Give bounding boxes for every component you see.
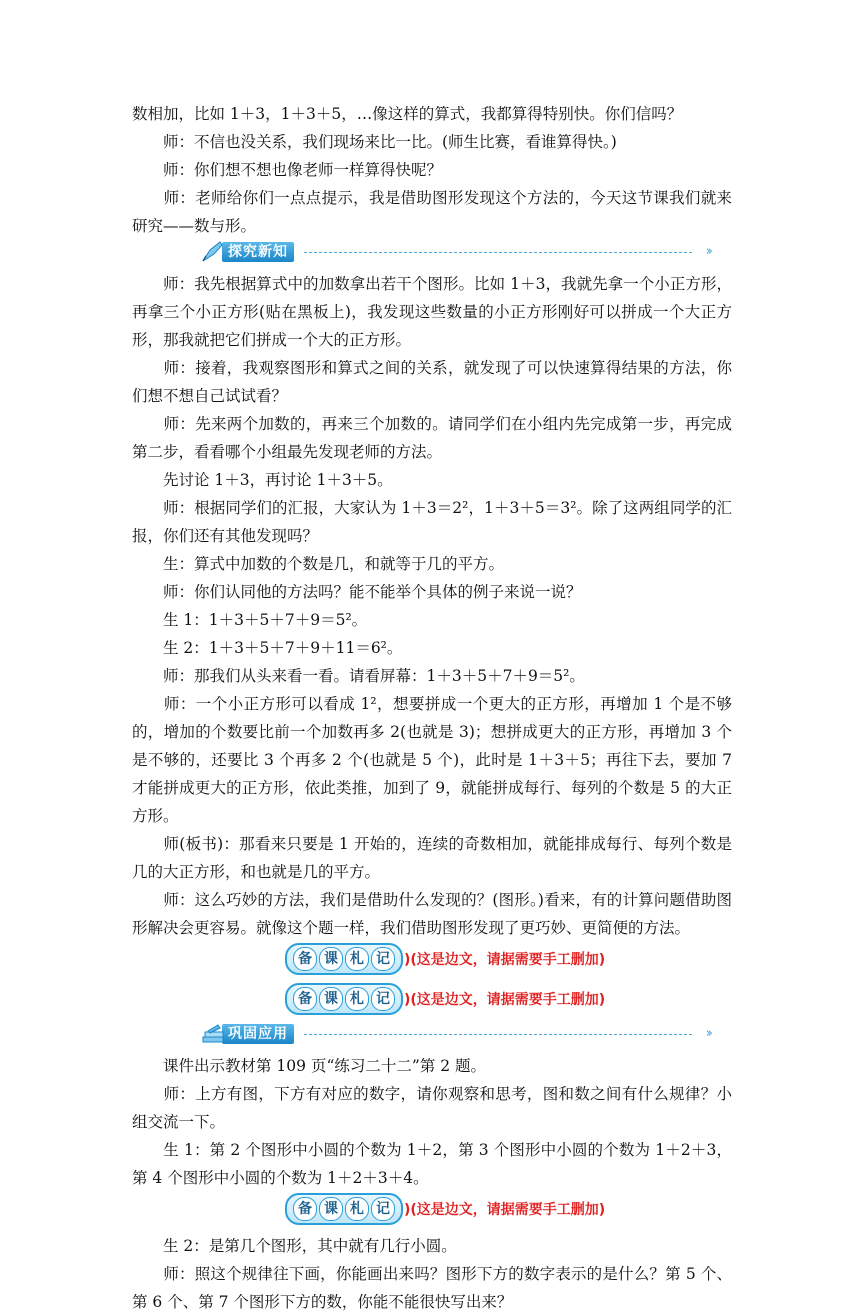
- prep-notes-badge: [285, 943, 403, 975]
- dashed-divider: [304, 252, 692, 253]
- paragraph: 先讨论 1＋3，再讨论 1＋3＋5。: [132, 471, 393, 489]
- prep-notes-label: [285, 982, 605, 1016]
- badge-char: 札: [345, 947, 369, 971]
- paragraph: 师：那我们从头来看一看。请看屏幕：1＋3＋5＋7＋9＝5²。: [132, 667, 585, 685]
- prep-notes-label: [285, 1192, 605, 1226]
- double-chevron-icon: ››: [705, 1026, 710, 1041]
- badge-char: 备: [293, 987, 317, 1011]
- paragraph: 生：算式中加数的个数是几，和就等于几的平方。: [132, 555, 505, 573]
- paragraph: 师：根据同学们的汇报，大家认为 1＋3＝2²，1＋3＋5＝3²。除了这两组同学的汇报，你们还有其他发现吗？: [132, 499, 732, 545]
- books-icon: [200, 1022, 226, 1046]
- badge-char: 课: [319, 947, 343, 971]
- paragraph: 师：我先根据算式中的加数拿出若干个图形。比如 1＋3，我就先拿一个小正方形，再拿三个小正方形(贴在黑板上)，我发现这些数量的小正方形刚好可以拼成一个大正方形，那我就把它们拼成一个大的正方形。: [132, 275, 732, 349]
- section-header-apply: [200, 1022, 710, 1046]
- badge-char: 记: [371, 947, 395, 971]
- paragraph: 生 1：第 2 个图形中小圆的个数为 1＋2，第 3 个图形中小圆的个数为 1＋2＋3，第 4 个图形中小圆的个数为 1＋2＋3＋4。: [132, 1141, 732, 1187]
- badge-char: 课: [319, 1197, 343, 1221]
- section-title: 探究新知: [222, 242, 294, 262]
- section-header-explore: [200, 240, 710, 264]
- paragraph: 数相加，比如 1＋3，1＋3＋5，…像这样的算式，我都算得特别快。你们信吗？: [132, 105, 683, 123]
- margin-note-remark: )(这是边文，请据需要手工删加): [404, 1202, 606, 1218]
- feather-pen-icon: [200, 240, 226, 264]
- prep-notes-badge: [285, 1193, 403, 1225]
- badge-char: 课: [319, 987, 343, 1011]
- badge-char: 札: [345, 987, 369, 1011]
- paragraph: 师：上方有图，下方有对应的数字，请你观察和思考，图和数之间有什么规律？小组交流一下。: [132, 1085, 732, 1131]
- paragraph: 师：照这个规律往下画，你能画出来吗？图形下方的数字表示的是什么？第 5 个、第 6 个、第 7 个图形下方的数，你能不能很快写出来？: [132, 1265, 732, 1311]
- paragraph: 生 2：是第几个图形，其中就有几行小圆。: [132, 1237, 457, 1255]
- paragraph: 生 2：1＋3＋5＋7＋9＋11＝6²。: [132, 639, 403, 657]
- section-title: 巩固应用: [222, 1024, 294, 1044]
- badge-char: 备: [293, 1197, 317, 1221]
- prep-notes-label: [285, 942, 605, 976]
- double-chevron-icon: ››: [705, 244, 710, 259]
- paragraph: 师：你们想不想也像老师一样算得快呢？: [132, 161, 443, 179]
- paragraph: 师：你们认同他的方法吗？能不能举个具体的例子来说一说？: [132, 583, 582, 601]
- badge-char: 记: [371, 987, 395, 1011]
- badge-char: 札: [345, 1197, 369, 1221]
- margin-note-remark: )(这是边文，请据需要手工删加): [404, 992, 606, 1008]
- paragraph: 师：这么巧妙的方法，我们是借助什么发现的？(图形。)看来，有的计算问题借助图形解决会更容易。就像这个题一样，我们借助图形发现了更巧妙、更简便的方法。: [132, 891, 732, 937]
- badge-char: 备: [293, 947, 317, 971]
- paragraph: 师(板书)：那看来只要是 1 开始的，连续的奇数相加，就能排成每行、每列个数是几的大正方形，和也就是几的平方。: [132, 835, 732, 881]
- badge-char: 记: [371, 1197, 395, 1221]
- paragraph: 师：不信也没关系，我们现场来比一比。(师生比赛，看谁算得快。): [132, 133, 617, 151]
- prep-notes-badge: [285, 983, 403, 1015]
- margin-note-remark: )(这是边文，请据需要手工删加): [404, 952, 606, 968]
- paragraph: 师：先来两个加数的，再来三个加数的。请同学们在小组内先完成第一步，再完成第二步，看看哪个小组最先发现老师的方法。: [132, 415, 732, 461]
- paragraph: 师：老师给你们一点点提示，我是借助图形发现这个方法的，今天这节课我们就来研究——数与形。: [132, 189, 732, 235]
- paragraph: 课件出示教材第 109 页“练习二十二”第 2 题。: [132, 1057, 487, 1075]
- paragraph: 师：接着，我观察图形和算式之间的关系，就发现了可以快速算得结果的方法，你们想不想自己试试看？: [132, 359, 732, 405]
- dashed-divider: [304, 1034, 692, 1035]
- paragraph: 生 1：1＋3＋5＋7＋9＝5²。: [132, 611, 368, 629]
- paragraph: 师：一个小正方形可以看成 1²，想要拼成一个更大的正方形，再增加 1 个是不够的，增加的个数要比前一个加数再多 2(也就是 3)；想拼成更大的正方形，再增加 3 个是不够的，还要比 3 个再多 2 个(也就是 5 个)，此时是 1＋3＋5；再往下去，要加 7 才能拼成更大的正方形，依此类推，加到了 9，就能拼成每行、每列的个数是 5 的大正方形。: [132, 695, 732, 825]
